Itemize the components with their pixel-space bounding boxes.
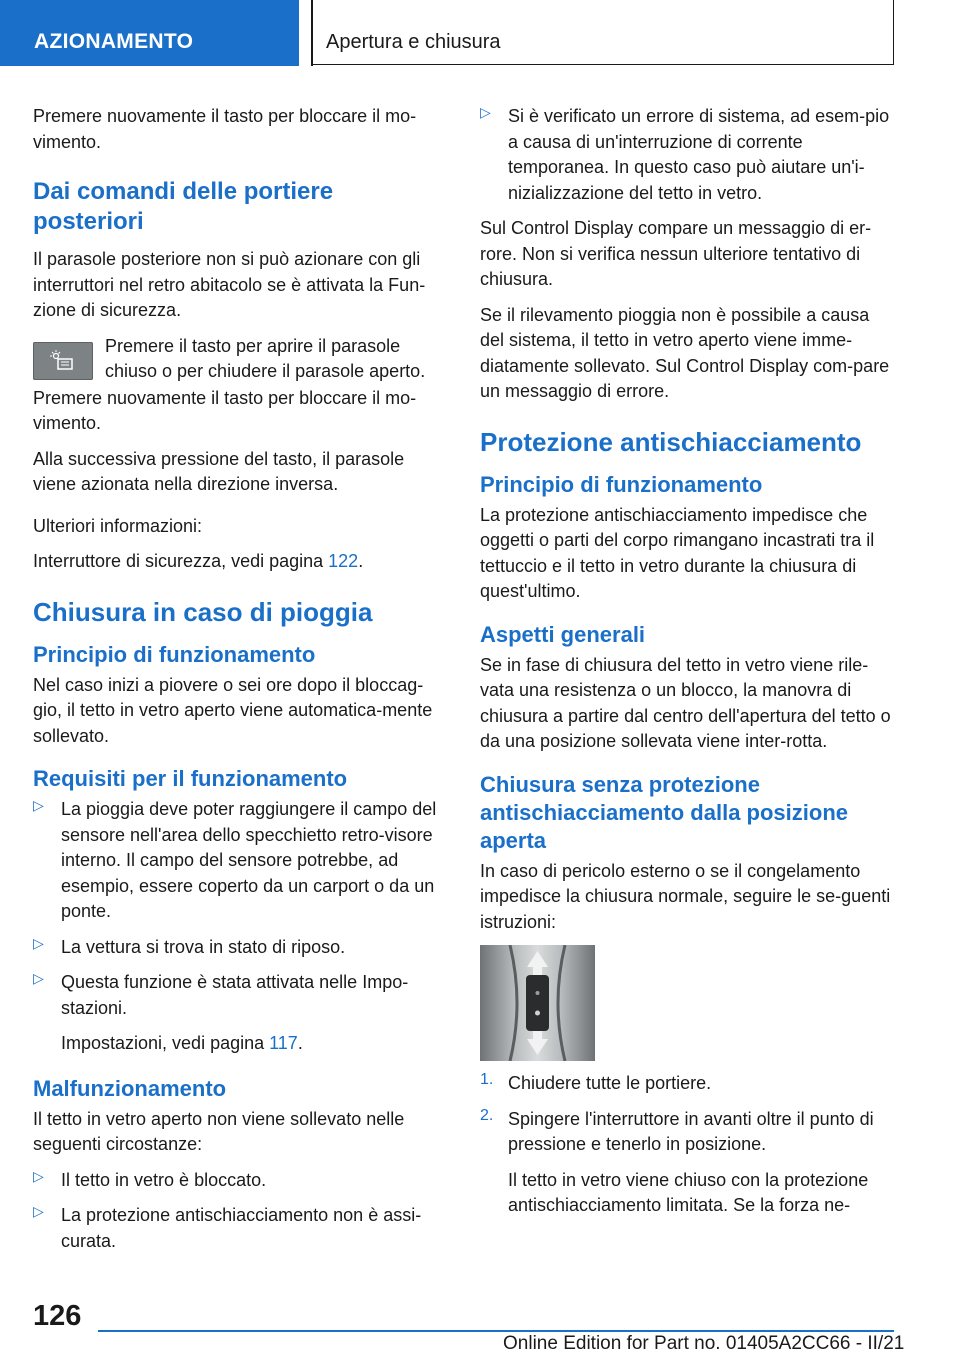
paragraph: In caso di pericolo esterno o se il congelamento impedisce la chiusura normale, seguire le se-guenti istruzioni:	[480, 860, 891, 932]
footer-rule	[98, 1330, 894, 1332]
bullet-triangle-icon: ▷	[33, 1167, 44, 1184]
bullet-triangle-icon: ▷	[33, 1203, 44, 1219]
heading-general: Aspetti generali	[480, 621, 646, 647]
chapter-tab	[0, 0, 299, 66]
sunshade-button-icon	[33, 342, 93, 380]
page-link-122[interactable]: 122	[328, 551, 359, 571]
paragraph-cross-ref: Interruttore di sicurezza, vedi pagina 122.	[33, 551, 364, 571]
heading-requirements: Requisiti per il funzionamento	[33, 766, 348, 791]
section-header	[311, 0, 894, 65]
chapter-title: AZIONAMENTO	[34, 30, 194, 53]
page-link-117[interactable]: 117	[269, 1033, 298, 1053]
heading-principle: Principio di funzionamento	[480, 471, 763, 497]
step-number: 2.	[480, 1106, 494, 1124]
step-number: 1.	[480, 1071, 494, 1088]
heading-pinch-protection: Protezione antischiacciamento	[480, 426, 862, 457]
paragraph: Nel caso inizi a piovere o sei ore dopo il bloccag-gio, il tetto in vetro aperto viene automatica-mente sollevato.	[33, 674, 433, 746]
bullet-triangle-icon: ▷	[480, 104, 491, 120]
page-number: 126	[33, 1300, 82, 1332]
list-item: ▷ La vettura si trova in stato di riposo.	[33, 934, 346, 957]
button-instruction	[33, 334, 448, 386]
roof-switch-image	[480, 945, 595, 1061]
paragraph: Alla successiva pressione del tasto, il parasole viene azionata nella direzione inversa.	[33, 448, 405, 494]
paragraph: Ulteriori informazioni:	[33, 515, 203, 536]
left-column	[33, 104, 448, 1264]
paragraph: Sul Control Display compare un messaggio di er-rore. Non si verifica nessun ulteriore tentativo di chiusura.	[480, 218, 872, 289]
paragraph: Se il rilevamento pioggia non è possibile a causa del sistema, il tetto in vetro aperto viene imme-diatamente sollevato. Sul Control Display com-pare un messaggio di errore.	[480, 304, 890, 401]
heading-rain-closing: Chiusura in caso di pioggia	[33, 596, 373, 627]
heading-malfunction: Malfunzionamento	[33, 1075, 227, 1101]
bullet-triangle-icon: ▷	[33, 797, 44, 813]
heading-closing-without-protection: Chiusura senza protezione antischiacciamento dalla posizione aperta	[480, 771, 848, 853]
bullet-triangle-icon: ▷	[33, 970, 44, 986]
paragraph: Premere nuovamente il tasto per bloccare il mo-vimento.	[33, 106, 417, 152]
list-item: ▷ Si è verificato un errore di sistema, ad esem-pio a causa di un'interruzione di corrente temporanea. In questo caso può aiutare un'i-nizializzazione del tetto in vetro.	[480, 104, 890, 203]
section-title: Apertura e chiusura	[326, 31, 501, 53]
list-item: ▷ La pioggia deve poter raggiungere il campo del sensore nell'area dello specchietto retro-visore interno. Il campo del sensore potrebbe, ad esempio, essere coperto da un carport o da un ponte.	[33, 797, 437, 921]
list-item: ▷ La protezione antischiacciamento non è assi-curata.	[33, 1203, 422, 1251]
list-item: ▷ Il tetto in vetro è bloccato.	[33, 1167, 267, 1190]
heading-rear-controls: Dai comandi delle portiere posteriori	[33, 178, 334, 235]
paragraph: Se in fase di chiusura del tetto in vetro viene rile-vata una resistenza o un blocco, la manovra di chiusura a partire dal centro dell'apertura del tetto o da una posizione sollevata viene inter-rotta.	[480, 654, 891, 751]
bullet-triangle-icon: ▷	[33, 934, 44, 951]
settings-cross-ref: Impostazioni, vedi pagina 117.	[61, 1033, 303, 1053]
button-instruction-text: Premere il tasto per aprire il parasole chiuso o per chiudere il parasole aperto.	[105, 335, 426, 381]
step-item: 2. Spingere l'interruttore in avanti oltre il punto di pressione e tenerlo in posizione.	[480, 1106, 874, 1154]
paragraph: Premere nuovamente il tasto per bloccare il mo-vimento.	[33, 387, 417, 433]
paragraph: La protezione antischiacciamento impedisce che oggetti o parti del corpo rimangano incastrati tra il tettuccio e il tetto in vetro durante la chiusura di quest'ultimo.	[480, 504, 875, 601]
edition-note: Online Edition for Part no. 01405A2CC66 - II/21	[503, 1333, 905, 1354]
right-column	[480, 104, 895, 1229]
step-item: 1. Chiudere tutte le portiere.	[480, 1071, 712, 1093]
list-item: ▷ Questa funzione è stata attivata nelle Impo-stazioni.	[33, 970, 409, 1018]
paragraph: Il tetto in vetro aperto non viene sollevato nelle seguenti circostanze:	[33, 1108, 405, 1154]
step-detail: Il tetto in vetro viene chiuso con la protezione antischiacciamento limitata. Se la forza ne-	[508, 1169, 869, 1215]
paragraph: Il parasole posteriore non si può azionare con gli interruttori nel retro abitacolo se è attivata la Fun-zione di sicurezza.	[33, 249, 426, 320]
heading-principle: Principio di funzionamento	[33, 641, 316, 667]
